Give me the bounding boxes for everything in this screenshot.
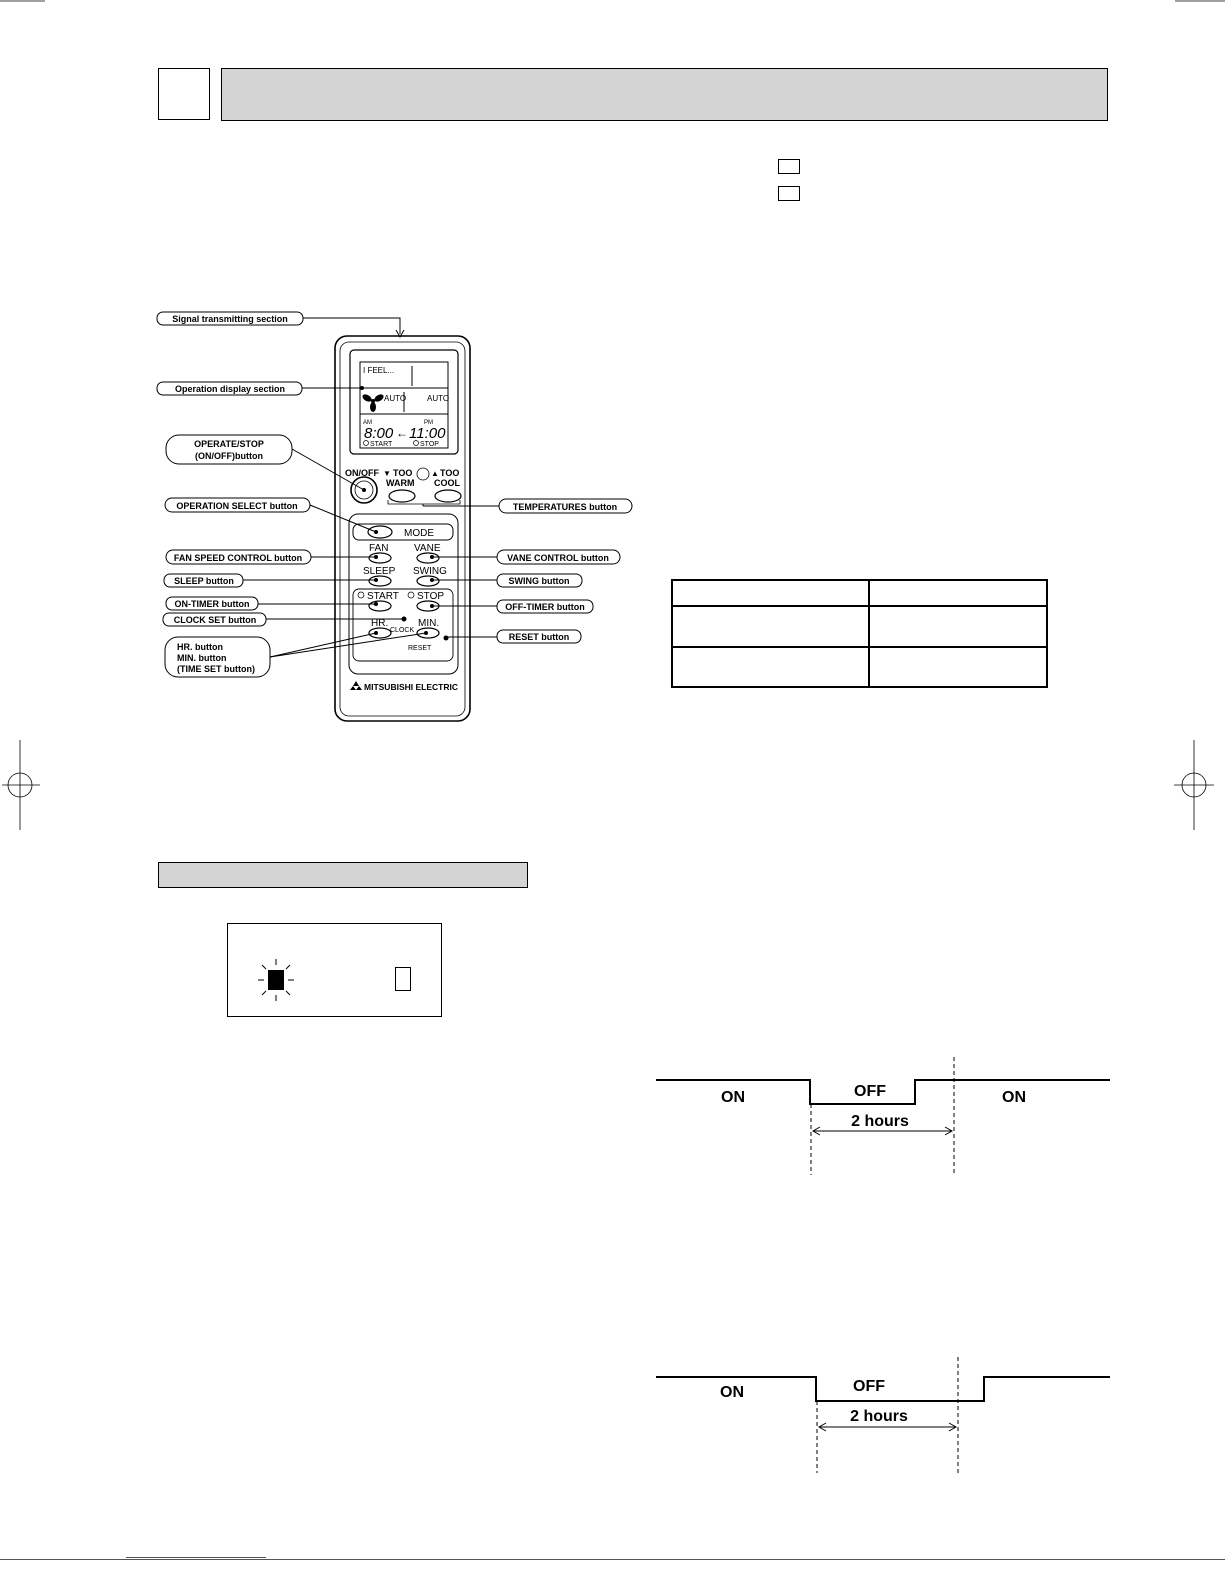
svg-text:FAN SPEED CONTROL button: FAN SPEED CONTROL button bbox=[173, 553, 303, 563]
mode-button bbox=[368, 526, 392, 538]
bottom-rule bbox=[0, 1559, 1225, 1560]
svg-text:TOO: TOO bbox=[393, 468, 413, 478]
svg-text:SWING button: SWING button bbox=[508, 576, 570, 586]
off-lamp-icon bbox=[395, 967, 411, 991]
svg-text:Operation display section: Operation display section bbox=[174, 384, 286, 394]
reference-box bbox=[778, 186, 800, 201]
spec-table bbox=[671, 579, 1048, 688]
hr-button bbox=[369, 628, 391, 638]
svg-text:CLOCK: CLOCK bbox=[390, 627, 415, 634]
registration-mark-right bbox=[1170, 740, 1215, 830]
fan-button bbox=[369, 553, 391, 563]
svg-text:TOO: TOO bbox=[440, 468, 460, 478]
page-header-bar bbox=[221, 68, 1108, 121]
remote-brand: MITSUBISHI ELECTRIC bbox=[364, 682, 458, 692]
reset-button bbox=[444, 636, 449, 641]
svg-text:SLEEP button: SLEEP button bbox=[174, 576, 234, 586]
svg-text:ON/OFF: ON/OFF bbox=[345, 468, 379, 478]
svg-text:MIN. button: MIN. button bbox=[177, 653, 227, 663]
svg-text:STOP: STOP bbox=[417, 591, 445, 602]
svg-text:HR.: HR. bbox=[371, 618, 389, 629]
svg-text:SWING: SWING bbox=[413, 566, 447, 577]
svg-text:PM: PM bbox=[424, 420, 433, 426]
svg-text:STOP: STOP bbox=[420, 441, 439, 448]
svg-text:START: START bbox=[370, 441, 393, 448]
too-warm-button bbox=[389, 490, 415, 502]
svg-text:WARM: WARM bbox=[386, 478, 415, 488]
svg-text:COOL: COOL bbox=[434, 478, 460, 488]
remote-controller-diagram bbox=[150, 305, 640, 725]
svg-text:Signal transmitting section: Signal transmitting section bbox=[172, 314, 288, 324]
svg-text:RESET: RESET bbox=[408, 645, 432, 652]
svg-text:VANE: VANE bbox=[414, 543, 441, 554]
crop-marks-top bbox=[0, 0, 1225, 8]
subsection-header-bar bbox=[158, 862, 528, 888]
svg-text:(TIME SET button): (TIME SET button) bbox=[177, 664, 255, 674]
svg-text:OPERATE/STOP: OPERATE/STOP bbox=[194, 439, 264, 449]
svg-text:AM: AM bbox=[363, 420, 372, 426]
svg-text:MIN.: MIN. bbox=[418, 618, 440, 629]
svg-text:(ON/OFF)button: (ON/OFF)button bbox=[195, 451, 263, 461]
chart1-right-state: ON bbox=[1002, 1089, 1026, 1106]
bottom-rule-highlight bbox=[126, 1557, 266, 1558]
svg-text:TEMPERATURES button: TEMPERATURES button bbox=[512, 502, 618, 512]
svg-text:OPERATION SELECT button: OPERATION SELECT button bbox=[176, 501, 298, 511]
display-start-time: 8:00 bbox=[364, 425, 394, 442]
reference-box bbox=[778, 159, 800, 174]
timing-chart-2 bbox=[650, 1355, 1120, 1475]
svg-text:OFF-TIMER button: OFF-TIMER button bbox=[505, 602, 585, 612]
display-i-feel: I FEEL... bbox=[363, 366, 395, 375]
svg-text:CLOCK SET button: CLOCK SET button bbox=[173, 615, 257, 625]
blinking-lamp-icon bbox=[250, 955, 300, 1005]
thermometer-icon bbox=[417, 468, 429, 480]
svg-text:HR. button: HR. button bbox=[177, 642, 223, 652]
svg-text:MODE: MODE bbox=[404, 528, 434, 539]
mitsubishi-logo-icon bbox=[350, 681, 362, 690]
svg-text:AUTO: AUTO bbox=[427, 394, 450, 403]
svg-text:AUTO: AUTO bbox=[384, 394, 407, 403]
section-number-box bbox=[158, 68, 210, 120]
svg-text:SLEEP: SLEEP bbox=[363, 566, 396, 577]
svg-text:RESET button: RESET button bbox=[508, 632, 570, 642]
svg-text:←: ← bbox=[396, 426, 408, 440]
chart2-middle-state: OFF bbox=[853, 1378, 885, 1395]
chart1-duration: 2 hours bbox=[851, 1113, 909, 1130]
fan-icon bbox=[361, 393, 385, 412]
too-cool-button bbox=[435, 490, 461, 502]
timing-chart-1 bbox=[650, 1055, 1120, 1180]
chart2-left-state: ON bbox=[720, 1384, 744, 1401]
chart1-middle-state: OFF bbox=[854, 1083, 886, 1100]
display-stop-time: 11:00 bbox=[409, 425, 446, 442]
swing-button bbox=[417, 576, 439, 586]
svg-text:ON-TIMER button: ON-TIMER button bbox=[174, 599, 250, 609]
start-timer-button bbox=[369, 601, 391, 611]
vane-button bbox=[417, 553, 439, 563]
svg-text:VANE CONTROL button: VANE CONTROL button bbox=[507, 553, 609, 563]
svg-text:▼: ▼ bbox=[383, 469, 391, 478]
svg-text:FAN: FAN bbox=[369, 543, 389, 554]
chart1-left-state: ON bbox=[721, 1089, 745, 1106]
svg-text:▲: ▲ bbox=[431, 469, 439, 478]
sleep-button bbox=[369, 576, 391, 586]
chart2-duration: 2 hours bbox=[850, 1408, 908, 1425]
registration-mark-left bbox=[0, 740, 45, 830]
svg-text:START: START bbox=[367, 591, 399, 602]
